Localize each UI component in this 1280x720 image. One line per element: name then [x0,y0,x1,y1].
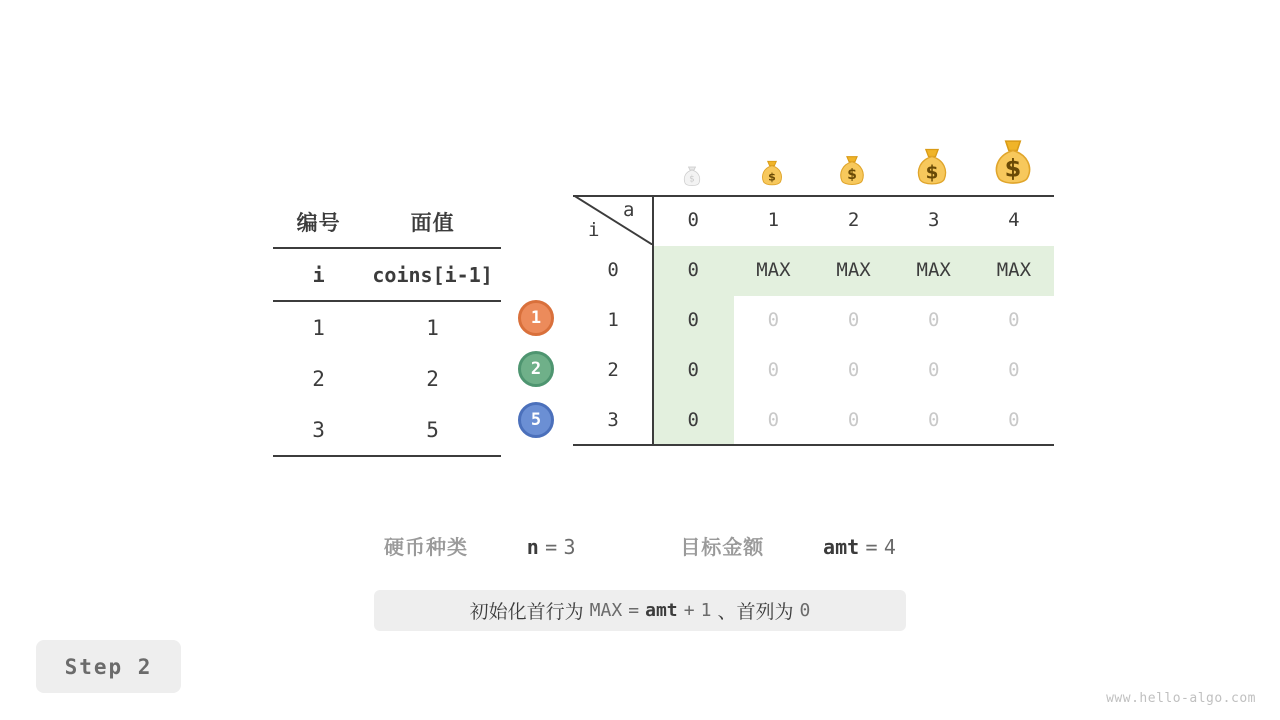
money-bag-icon-3 [913,146,952,188]
dp-row-header-0: 0 [607,259,619,281]
dp-cell-3-3: 0 [927,409,940,431]
dp-cell-3-0: 0 [687,409,699,431]
note-plus: + [683,600,695,621]
note-zero: 0 [799,600,811,621]
dp-corner-cell [573,195,653,245]
amount-label: 目标金额 [680,535,765,559]
dp-cell-1-3: 0 [927,309,940,331]
money-bag-icon-4 [990,138,1036,188]
note-max-var: MAX [589,600,623,621]
dp-row-header-2: 2 [607,359,619,381]
coin-badge-1: 1 [518,300,554,336]
coin-denomination-table [273,196,501,457]
dp-cell-0-1: MAX [756,259,791,281]
watermark: www.hello-algo.com [1106,691,1256,706]
coin-table-header-value: 面值 [410,210,455,235]
coin-types-variable: n [526,535,539,559]
dp-axis-label-amount: a [623,199,635,221]
coin-row-index: 2 [312,366,325,391]
dp-cell-2-4: 0 [1008,359,1020,381]
svg-text:$: $ [925,162,939,184]
dp-cell-1-0: 0 [687,309,699,331]
dp-row-header-3: 3 [607,409,619,431]
dp-col-header-0: 0 [687,209,699,231]
note-middle: 、首列为 [717,601,794,623]
coin-types-label: 硬币种类 [384,535,469,559]
dp-cell-2-2: 0 [847,359,860,381]
dp-col-header-4: 4 [1008,209,1020,231]
coin-table-code-value: coins[i-1] [372,262,493,287]
dp-table [573,195,1054,446]
amount-value: 4 [883,535,896,559]
coin-row-index: 3 [312,417,325,442]
coin-badge-2: 2 [518,351,554,387]
svg-text:$: $ [1004,154,1022,183]
svg-text:$: $ [847,167,857,184]
amount-equals: = [865,535,878,559]
dp-cell-3-4: 0 [1008,409,1020,431]
dp-cell-1-4: 0 [1008,309,1020,331]
dp-cell-1-1: 0 [767,309,780,331]
dp-cell-2-0: 0 [687,359,699,381]
amount-variable: amt [823,535,860,559]
dp-cell-0-2: MAX [836,259,871,281]
dp-cell-0-0: 0 [687,259,699,281]
note-one: 1 [700,600,712,621]
dp-col-header-3: 3 [927,209,940,231]
coin-row-index: 1 [312,315,325,340]
dp-cell-2-3: 0 [927,359,940,381]
dp-cell-0-3: MAX [916,259,951,281]
coin-table-header-index: 编号 [296,210,341,235]
dp-cell-1-2: 0 [847,309,860,331]
svg-text:$: $ [768,170,776,184]
initialization-note [374,590,906,631]
dp-cell-0-4: MAX [996,259,1032,281]
dp-col-header-1: 1 [767,209,780,231]
dp-cell-2-1: 0 [767,359,780,381]
coin-table-code-index: i [312,262,325,287]
coin-types-value: 3 [563,535,576,559]
note-amt-var: amt [645,600,678,621]
money-bag-icon-row [573,118,1054,188]
money-bag-icon-0 [681,164,703,188]
dp-axis-label-index: i [588,219,600,241]
coin-types-equals: = [545,535,558,559]
money-bag-icon-1 [759,158,786,188]
money-bag-icon-2 [836,153,868,188]
coin-badge-3: 5 [518,402,554,438]
note-equals: = [628,600,640,621]
dp-cell-3-1: 0 [767,409,780,431]
dp-col-header-2: 2 [847,209,860,231]
parameters-caption [0,531,1280,560]
coin-row-value: 2 [426,366,439,391]
note-prefix: 初始化首行为 [469,601,584,623]
coin-row-value: 1 [426,315,439,340]
svg-text:$: $ [689,174,695,185]
dp-cell-3-2: 0 [847,409,860,431]
dp-row-header-1: 1 [607,309,619,331]
coin-row-value: 5 [426,417,439,442]
step-badge: Step 2 [36,640,181,693]
